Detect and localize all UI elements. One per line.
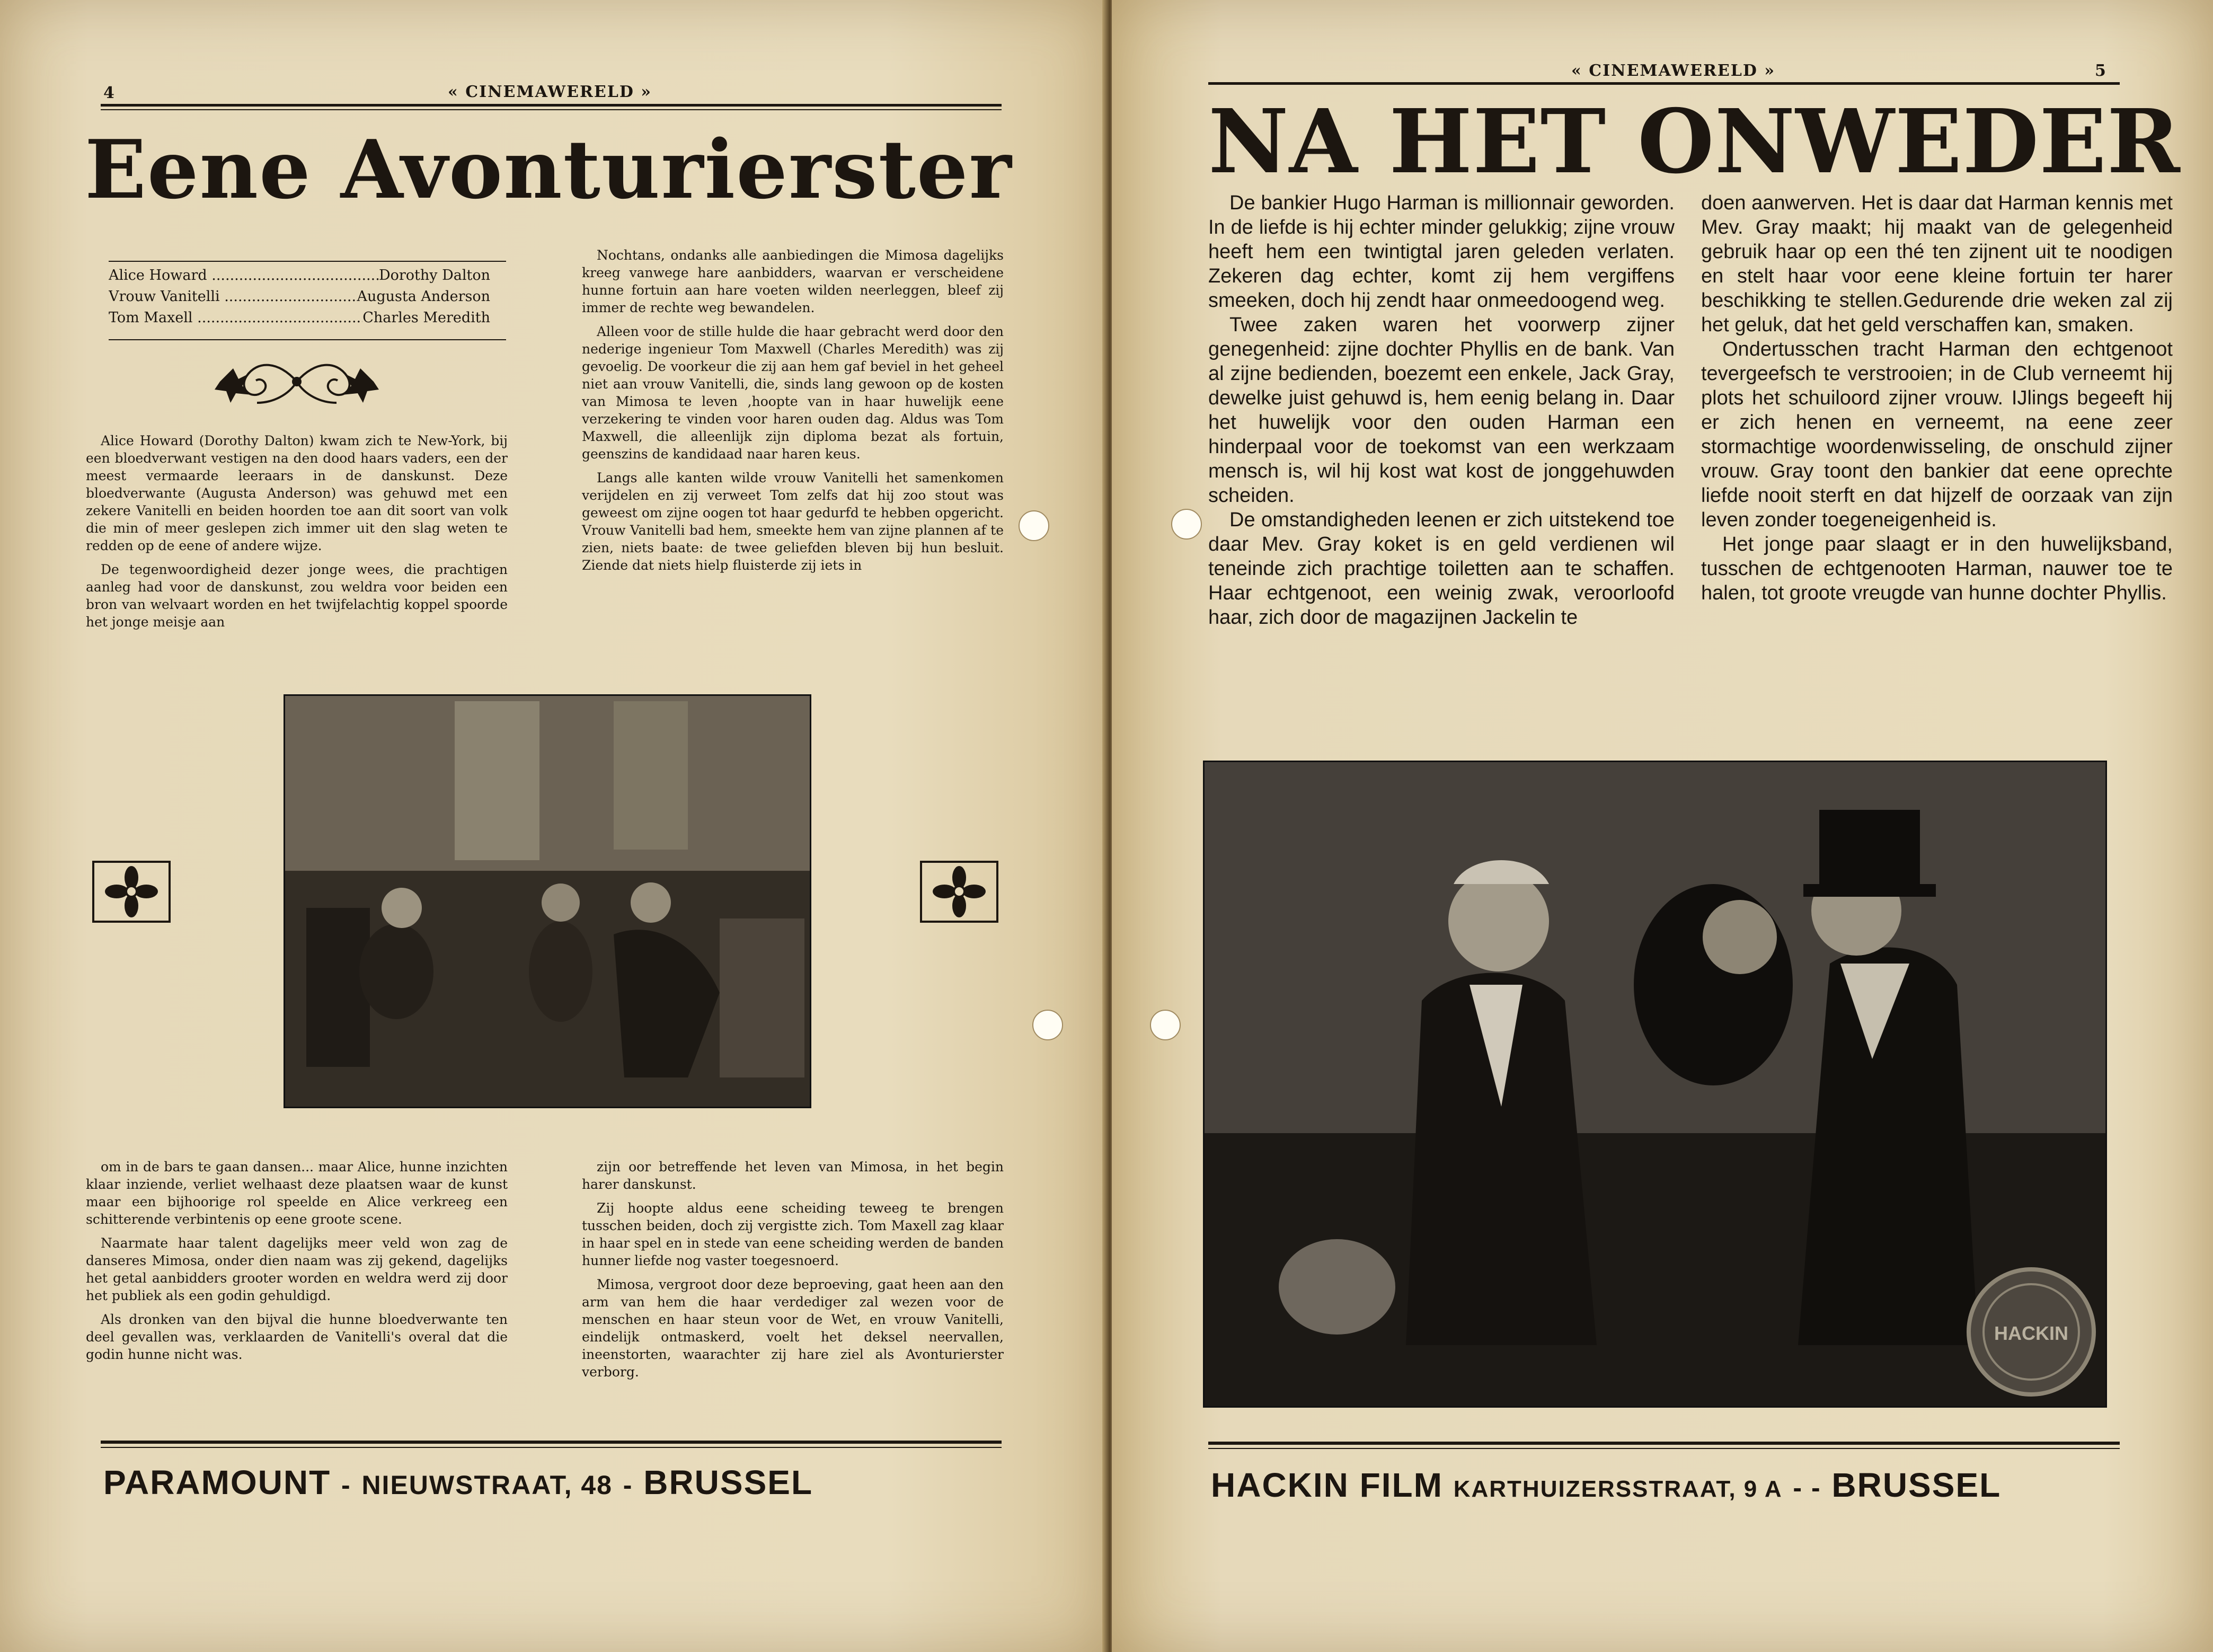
film-still-image <box>285 696 810 1107</box>
punch-hole <box>1150 1010 1181 1040</box>
film-still-photo <box>284 694 811 1108</box>
footer-rule <box>101 1441 1002 1444</box>
cast-row <box>109 265 490 286</box>
page-number: 5 <box>2095 61 2106 80</box>
floral-ornament-icon <box>209 350 384 413</box>
article-headline: Eene Avonturierster <box>85 122 1013 217</box>
punch-hole <box>1019 510 1049 541</box>
paragraph: Alleen voor de stille hulde die haar gebracht werd door den nederige ingenieur Tom Maxwell (Charles Meredith) was zij gevoelig. De voorkeur die zij aan hem gaf beviel in het geheel niet aan vrouw Vanitelli, die, sinds lang gewoon op de kosten van Mimosa te leven ,hoopte van in haar huwelijk eene verzekering te vinden voor haren ouden dag. Aldus was Tom Maxwell, die alleenlijk zijn diploma bezat als fortuin, geenszins de kandidaad naar haren keus. <box>582 324 1004 462</box>
cast-row <box>109 286 490 307</box>
article-column-1-top <box>86 432 508 637</box>
footer-dash: - <box>623 1470 633 1500</box>
paragraph: Naarmate haar talent dagelijks meer veld won zag de danseres Mimosa, onder dien naam was zij gekend, dagelijks het getal aanbidders grooter worden en weldra werd zij door het publiek als een godin gehuldigd. <box>86 1235 508 1303</box>
footer-city: BRUSSEL <box>643 1463 813 1501</box>
cast-rule-top <box>109 261 506 262</box>
paragraph: Nochtans, ondanks alle aanbiedingen die Mimosa dagelijks kreeg vanwege hare aanbidders, waarvan er verscheidene hunne fortuin aan hare voeten wilden neerleggen, bleef zij immer de rechte weg bewandelen. <box>582 248 1004 315</box>
paragraph: Langs alle kanten wilde vrouw Vanitelli het samenkomen verijdelen en zij verweet Tom zelfs dat hij zoo stout was geweest om zijne oogen tot haar gedurfd te hebben opgericht. Vrouw Vanitelli bad hem, smeekte hem van zijne plannen af te zien, niets baate: de twee geliefden bleven bij hun besluit. Ziende dat niets hielp fluisterde zij iets in <box>582 470 1004 573</box>
footer-dash: - - <box>1793 1473 1821 1503</box>
cast-row <box>109 307 490 329</box>
footer-rule <box>1208 1442 2120 1445</box>
paragraph: De bankier Hugo Harman is millionnair geworden. In de liefde is hij echter minder gelukkig; zijne vrouw heeft hem een twintigtal jaren geleden verlaten. Zekeren dag echter, komt zij hem vergiffens smeeken, doch hij zendt haar onmeedoogend weg. <box>1208 192 1675 312</box>
footer-rule-thin <box>1208 1448 2120 1449</box>
paragraph: Alice Howard (Dorothy Dalton) kwam zich te New-York, bij een bloedverwant vestigen na den dood haars vaders, een der meest vermaarde leeraars in de danskunst. Deze bloedverwante (Augusta Anderson) was gehuwd met een zekere Vanitelli en beiden hoorden toe aan dit soort van volk die min of meer geslepen zich immer uit den slag weten te redden op de eene of andere wijze. <box>86 433 508 553</box>
right-page <box>1112 0 2213 1652</box>
page-number: 4 <box>103 84 114 102</box>
paragraph: zijn oor betreffende het leven van Mimosa, in het begin harer danskunst. <box>582 1159 1004 1192</box>
cast-role: Alice Howard ..... <box>109 265 379 286</box>
article-column-2-top <box>582 246 1004 580</box>
punch-hole <box>1032 1010 1063 1040</box>
header-rule <box>1208 82 2120 85</box>
header-rule <box>101 104 1002 107</box>
article-column-2-bottom <box>582 1158 1004 1387</box>
footer-city: BRUSSEL <box>1831 1466 2002 1504</box>
paragraph: Als dronken van den bijval die hunne bloedverwante ten deel gevallen was, verklaarden de Vanitelli's overal dat die godin hunne nicht was. <box>86 1312 508 1362</box>
masthead: « CINEMAWERELD » <box>448 83 652 101</box>
cast-role: Tom Maxell ..... <box>109 307 362 329</box>
cast-actor: Charles Meredith <box>362 310 490 326</box>
cast-actor: Augusta Anderson <box>357 288 490 305</box>
article-headline: NA HET ONWEDER <box>1208 90 2181 193</box>
punch-hole <box>1171 509 1202 540</box>
rosette-ornament-right-icon <box>917 859 1002 925</box>
article-column-2 <box>1701 191 2173 605</box>
cast-list <box>109 265 490 329</box>
footer-address: NIEUWSTRAAT, 48 <box>361 1470 613 1500</box>
film-still-photo <box>1203 761 2107 1408</box>
footer-rule-thin <box>101 1447 1002 1448</box>
cast-actor: Dorothy Dalton <box>378 267 490 284</box>
article-column-1 <box>1208 191 1675 630</box>
masthead: « CINEMAWERELD » <box>1571 61 1776 80</box>
advertiser-footer <box>1211 1465 2001 1505</box>
paragraph: om in de bars te gaan dansen... maar Alice, hunne inzichten klaar inziende, verliet welhaast deze plaatsen waar de kunst maar een bijhoorige rol speelde en Alice verkreeg een schitterende verbintenis op eene groote scene. <box>86 1159 508 1227</box>
paragraph: Ondertusschen tracht Harman den echtgenoot tevergeefsch te verstrooien; in de Club verneemt hij plots het schuiloord zijner vrouw. IJlings begeeft hij er zich henen en verneemt, na eene zeer stormachtige woordenwisseling, de onschuld zijner vrouw. Gray toont den bankier dat eene oprechte liefde nooit sterft en dat hijzelf de oorzaak van zijn leven zonder toegeneigenheid is. <box>1701 338 2173 531</box>
photo-stamp-text: HACKIN <box>1994 1322 2068 1344</box>
cast-role: Vrouw Vanitelli ..... <box>109 286 357 307</box>
paragraph: Het jonge paar slaagt er in den huwelijksband, tusschen de echtgenooten Harman, nauwer toe te halen, tot groote vreugde van hunne dochter Phyllis. <box>1701 533 2173 604</box>
footer-address: KARTHUIZERSSTRAAT, 9 A <box>1453 1476 1783 1502</box>
footer-dash: - <box>341 1470 351 1500</box>
paragraph: Zij hoopte aldus eene scheiding teweeg te brengen tusschen beiden, doch zij vergistte zich. Tom Maxell zag klaar in haar spel en in stede van eene scheiding werden de banden hunner liefde nog vaster toegesnoerd. <box>582 1200 1004 1268</box>
footer-company: PARAMOUNT <box>103 1463 331 1501</box>
rosette-ornament-left-icon <box>89 859 174 925</box>
paragraph: Mimosa, vergroot door deze beproeving, gaat heen aan den arm van hem die haar verdediger zal wezen voor de menschen en haar steun voor de Wet, en vrouw Vanitelli, eindelijk ontmaskerd, voelt het deksel neervallen, ineenstorten, waarachter zij hare ziel als Avonturierster verborg. <box>582 1277 1004 1380</box>
cast-rule-bottom <box>109 339 506 340</box>
paragraph: Twee zaken waren het voorwerp zijner genegenheid: zijne dochter Phyllis en de bank. Van al zijne bedienden, boezemt een enkele, Jack Gray, dewelke juist gehuwd is, hem eenig belang in. Daar het huwelijk voor den ouden Harman een hinderpaal voor de toekomst van een werkzaam mensch is, wil hij kost wat kost de jonggehuwden scheiden. <box>1208 314 1675 507</box>
paragraph: De omstandigheden leenen er zich uitstekend toe daar Mev. Gray koket is en geld verdienen wil teneinde zich prachtige toiletten aan te schaffen. Haar echtgenoot, een weinig zwak, veroorloofd haar, zich door de magazijnen Jackelin te <box>1208 509 1675 629</box>
article-column-1-bottom <box>86 1158 508 1370</box>
paragraph: De tegenwoordigheid dezer jonge wees, die prachtigen aanleg had voor de danskunst, zou weldra voor beiden een bron van welvaart worden en het twijfelachtig koppel spoorde het jonge meisje aan <box>86 562 508 630</box>
footer-company: HACKIN FILM <box>1211 1466 1443 1504</box>
header-rule-thin <box>101 109 1002 110</box>
film-still-image <box>1205 762 2105 1406</box>
paragraph: doen aanwerven. Het is daar dat Harman kennis met Mev. Gray maakt; hij maakt van de gelegenheid gebruik haar op een thé ten zijnent uit te noodigen en stelt haar voor eene kleine fortuin ter harer beschikking te stellen.Gedurende drie weken zal zij het geluk, dat het geld verschaffen kan, smaken. <box>1701 192 2173 336</box>
advertiser-footer <box>103 1463 813 1502</box>
